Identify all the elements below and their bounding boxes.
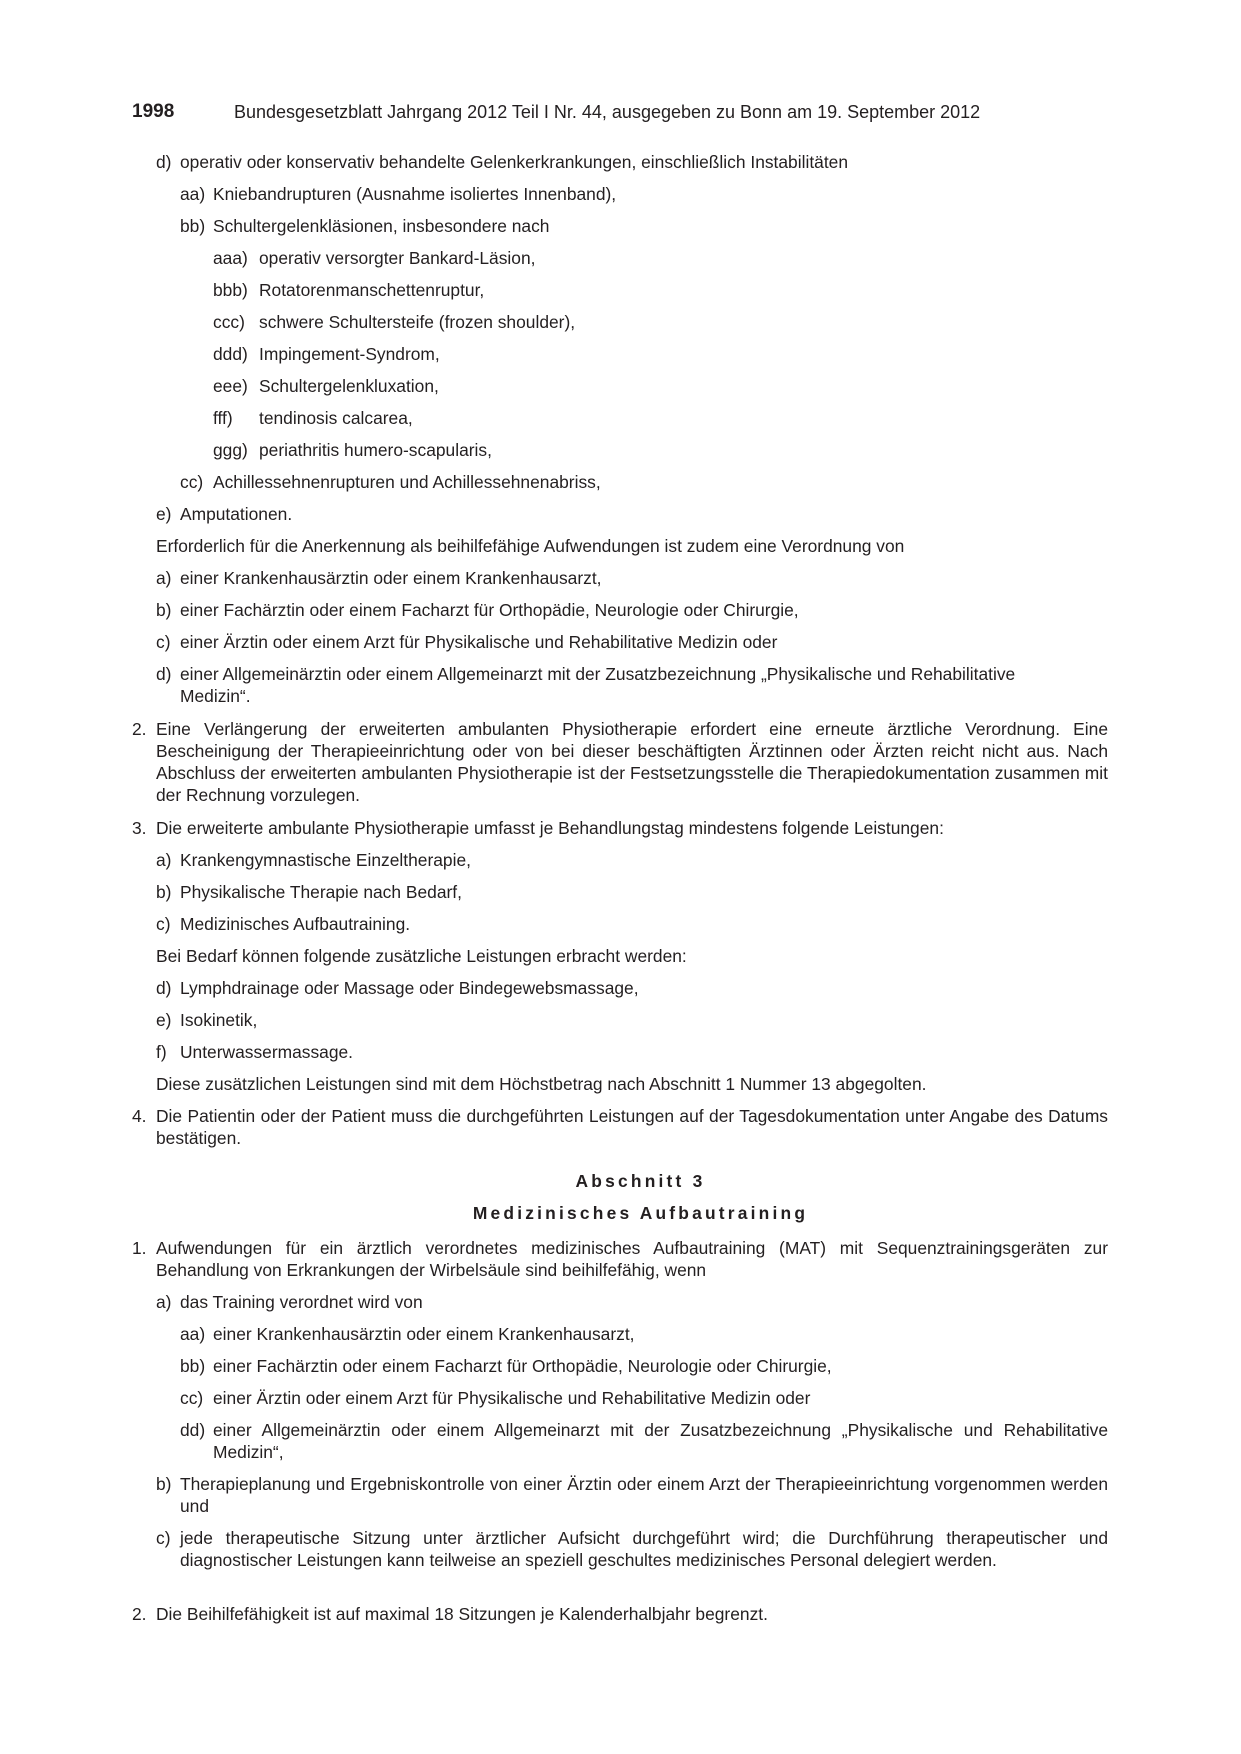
list-item-text: Isokinetik, bbox=[180, 1010, 258, 1030]
list-label: d) bbox=[156, 978, 172, 998]
paragraph: Aufwendungen für ein ärztlich verordnetes medizinisches Aufbautraining (MAT) mit Sequenztrainingsgeräten zur Behandlung von Erkrankungen der Wirbelsäule sind beihilfefähig, wenn bbox=[156, 1238, 1108, 1280]
list-label: b) bbox=[156, 882, 172, 902]
list-label: aa) bbox=[180, 1324, 206, 1344]
list-item-text: Lymphdrainage oder Massage oder Bindegewebsmassage, bbox=[180, 978, 639, 998]
list-label: 3. bbox=[132, 818, 147, 838]
list-item-text: operativ oder konservativ behandelte Gelenkerkrankungen, einschließlich Instabilitäten bbox=[180, 152, 849, 172]
list-item-text: einer Allgemeinärztin oder einem Allgemeinarzt mit der Zusatzbezeichnung „Physikalische und Rehabilitative bbox=[180, 664, 1016, 684]
list-label: aa) bbox=[180, 184, 206, 204]
list-item-text: Therapieplanung und Ergebniskontrolle von einer Ärztin oder einem Arzt der Therapieeinrichtung vorgenommen werden und bbox=[180, 1474, 1108, 1516]
list-item-text: einer Krankenhausärztin oder einem Krankenhausarzt, bbox=[180, 568, 602, 588]
list-label: 1. bbox=[132, 1238, 147, 1258]
paragraph: Diese zusätzlichen Leistungen sind mit dem Höchstbetrag nach Abschnitt 1 Nummer 13 abgegolten. bbox=[156, 1074, 927, 1094]
list-item-text: Krankengymnastische Einzeltherapie, bbox=[180, 850, 471, 870]
list-label: c) bbox=[156, 632, 171, 652]
publication-line: Bundesgesetzblatt Jahrgang 2012 Teil I Nr. 44, ausgegeben zu Bonn am 19. September 2012 bbox=[234, 102, 981, 122]
list-label: 2. bbox=[132, 1604, 147, 1624]
list-item-text: Medizin“. bbox=[180, 686, 251, 706]
list-item-text: Schultergelenkluxation, bbox=[259, 376, 439, 396]
list-item-text: einer Ärztin oder einem Arzt für Physikalische und Rehabilitative Medizin oder bbox=[213, 1388, 811, 1408]
list-label: b) bbox=[156, 600, 172, 620]
list-item-text: einer Fachärztin oder einem Facharzt für Orthopädie, Neurologie oder Chirurgie, bbox=[213, 1356, 832, 1376]
list-label: 2. bbox=[132, 719, 147, 739]
list-label: ggg) bbox=[213, 440, 248, 460]
list-item-text: das Training verordnet wird von bbox=[180, 1292, 423, 1312]
list-item-text: einer Fachärztin oder einem Facharzt für Orthopädie, Neurologie oder Chirurgie, bbox=[180, 600, 799, 620]
paragraph: Bei Bedarf können folgende zusätzliche Leistungen erbracht werden: bbox=[156, 946, 687, 966]
list-label: e) bbox=[156, 504, 172, 524]
list-label: f) bbox=[156, 1042, 167, 1062]
list-item-text: Achillessehnenrupturen und Achillessehnenabriss, bbox=[213, 472, 601, 492]
paragraph: Die erweiterte ambulante Physiotherapie umfasst je Behandlungstag mindestens folgende Leistungen: bbox=[156, 818, 944, 838]
list-label: ccc) bbox=[213, 312, 245, 332]
list-label: 4. bbox=[132, 1106, 147, 1126]
paragraph: Erforderlich für die Anerkennung als beihilfefähige Aufwendungen ist zudem eine Verordnung von bbox=[156, 536, 905, 556]
list-item-text: Schultergelenkläsionen, insbesondere nach bbox=[213, 216, 550, 236]
list-label: bb) bbox=[180, 216, 206, 236]
list-label: a) bbox=[156, 850, 172, 870]
list-item-text: Unterwassermassage. bbox=[180, 1042, 354, 1062]
list-label: bb) bbox=[180, 1356, 206, 1376]
list-item-text: einer Allgemeinärztin oder einem Allgemeinarzt mit der Zusatzbezeichnung „Physikalische und Rehabilitative Medizin“, bbox=[213, 1420, 1108, 1462]
list-label: a) bbox=[156, 1292, 172, 1312]
list-label: cc) bbox=[180, 1388, 204, 1408]
list-label: d) bbox=[156, 152, 172, 172]
list-label: b) bbox=[156, 1474, 172, 1494]
list-label: cc) bbox=[180, 472, 204, 492]
list-label: e) bbox=[156, 1010, 172, 1030]
list-item-text: jede therapeutische Sitzung unter ärztlicher Aufsicht durchgeführt wird; die Durchführung therapeutischer und diagnostischer Leistungen kann teilweise an speziell geschultes medizinisches Personal delegiert werden. bbox=[180, 1528, 1108, 1570]
paragraph: Die Beihilfefähigkeit ist auf maximal 18 Sitzungen je Kalenderhalbjahr begrenzt. bbox=[156, 1604, 768, 1624]
list-item-text: Amputationen. bbox=[180, 504, 293, 524]
list-label: eee) bbox=[213, 376, 248, 396]
list-label: fff) bbox=[213, 408, 233, 428]
list-item-text: Medizinisches Aufbautraining. bbox=[180, 914, 411, 934]
list-item-text: Rotatorenmanschettenruptur, bbox=[259, 280, 485, 300]
list-label: aaa) bbox=[213, 248, 248, 268]
list-item-text: einer Ärztin oder einem Arzt für Physikalische und Rehabilitative Medizin oder bbox=[180, 632, 778, 652]
list-item-text: einer Krankenhausärztin oder einem Krankenhausarzt, bbox=[213, 1324, 635, 1344]
list-label: d) bbox=[156, 664, 172, 684]
list-label: c) bbox=[156, 914, 171, 934]
list-item-text: Kniebandrupturen (Ausnahme isoliertes Innenband), bbox=[213, 184, 617, 204]
list-label: ddd) bbox=[213, 344, 248, 364]
list-item-text: Impingement-Syndrom, bbox=[259, 344, 440, 364]
list-label: a) bbox=[156, 568, 172, 588]
paragraph: Eine Verlängerung der erweiterten ambulanten Physiotherapie erfordert eine erneute ärztliche Verordnung. Eine Bescheinigung der Therapieeinrichtung oder von bei dieser beschäftigten Ärztinnen oder Ärzten reicht nicht aus. Nach Abschluss der erweiterten ambulanten Physiotherapie ist der Festsetzungsstelle die Therapiedokumentation zusammen mit der Rechnung vorzulegen. bbox=[156, 719, 1108, 805]
list-item-text: schwere Schultersteife (frozen shoulder), bbox=[259, 312, 576, 332]
list-label: dd) bbox=[180, 1420, 206, 1440]
section-title: Medizinisches Aufbautraining bbox=[472, 1203, 809, 1223]
list-item-text: tendinosis calcarea, bbox=[259, 408, 413, 428]
list-label: bbb) bbox=[213, 280, 248, 300]
list-item-text: Physikalische Therapie nach Bedarf, bbox=[180, 882, 462, 902]
list-item-text: operativ versorgter Bankard-Läsion, bbox=[259, 248, 536, 268]
list-item-text: periathritis humero-scapularis, bbox=[259, 440, 492, 460]
section-heading: Abschnitt 3 bbox=[575, 1171, 706, 1191]
paragraph: Die Patientin oder der Patient muss die durchgeführten Leistungen auf der Tagesdokumentation unter Angabe des Datums bestätigen. bbox=[156, 1106, 1108, 1148]
list-label: c) bbox=[156, 1528, 171, 1548]
page-number: 1998 bbox=[132, 101, 175, 122]
